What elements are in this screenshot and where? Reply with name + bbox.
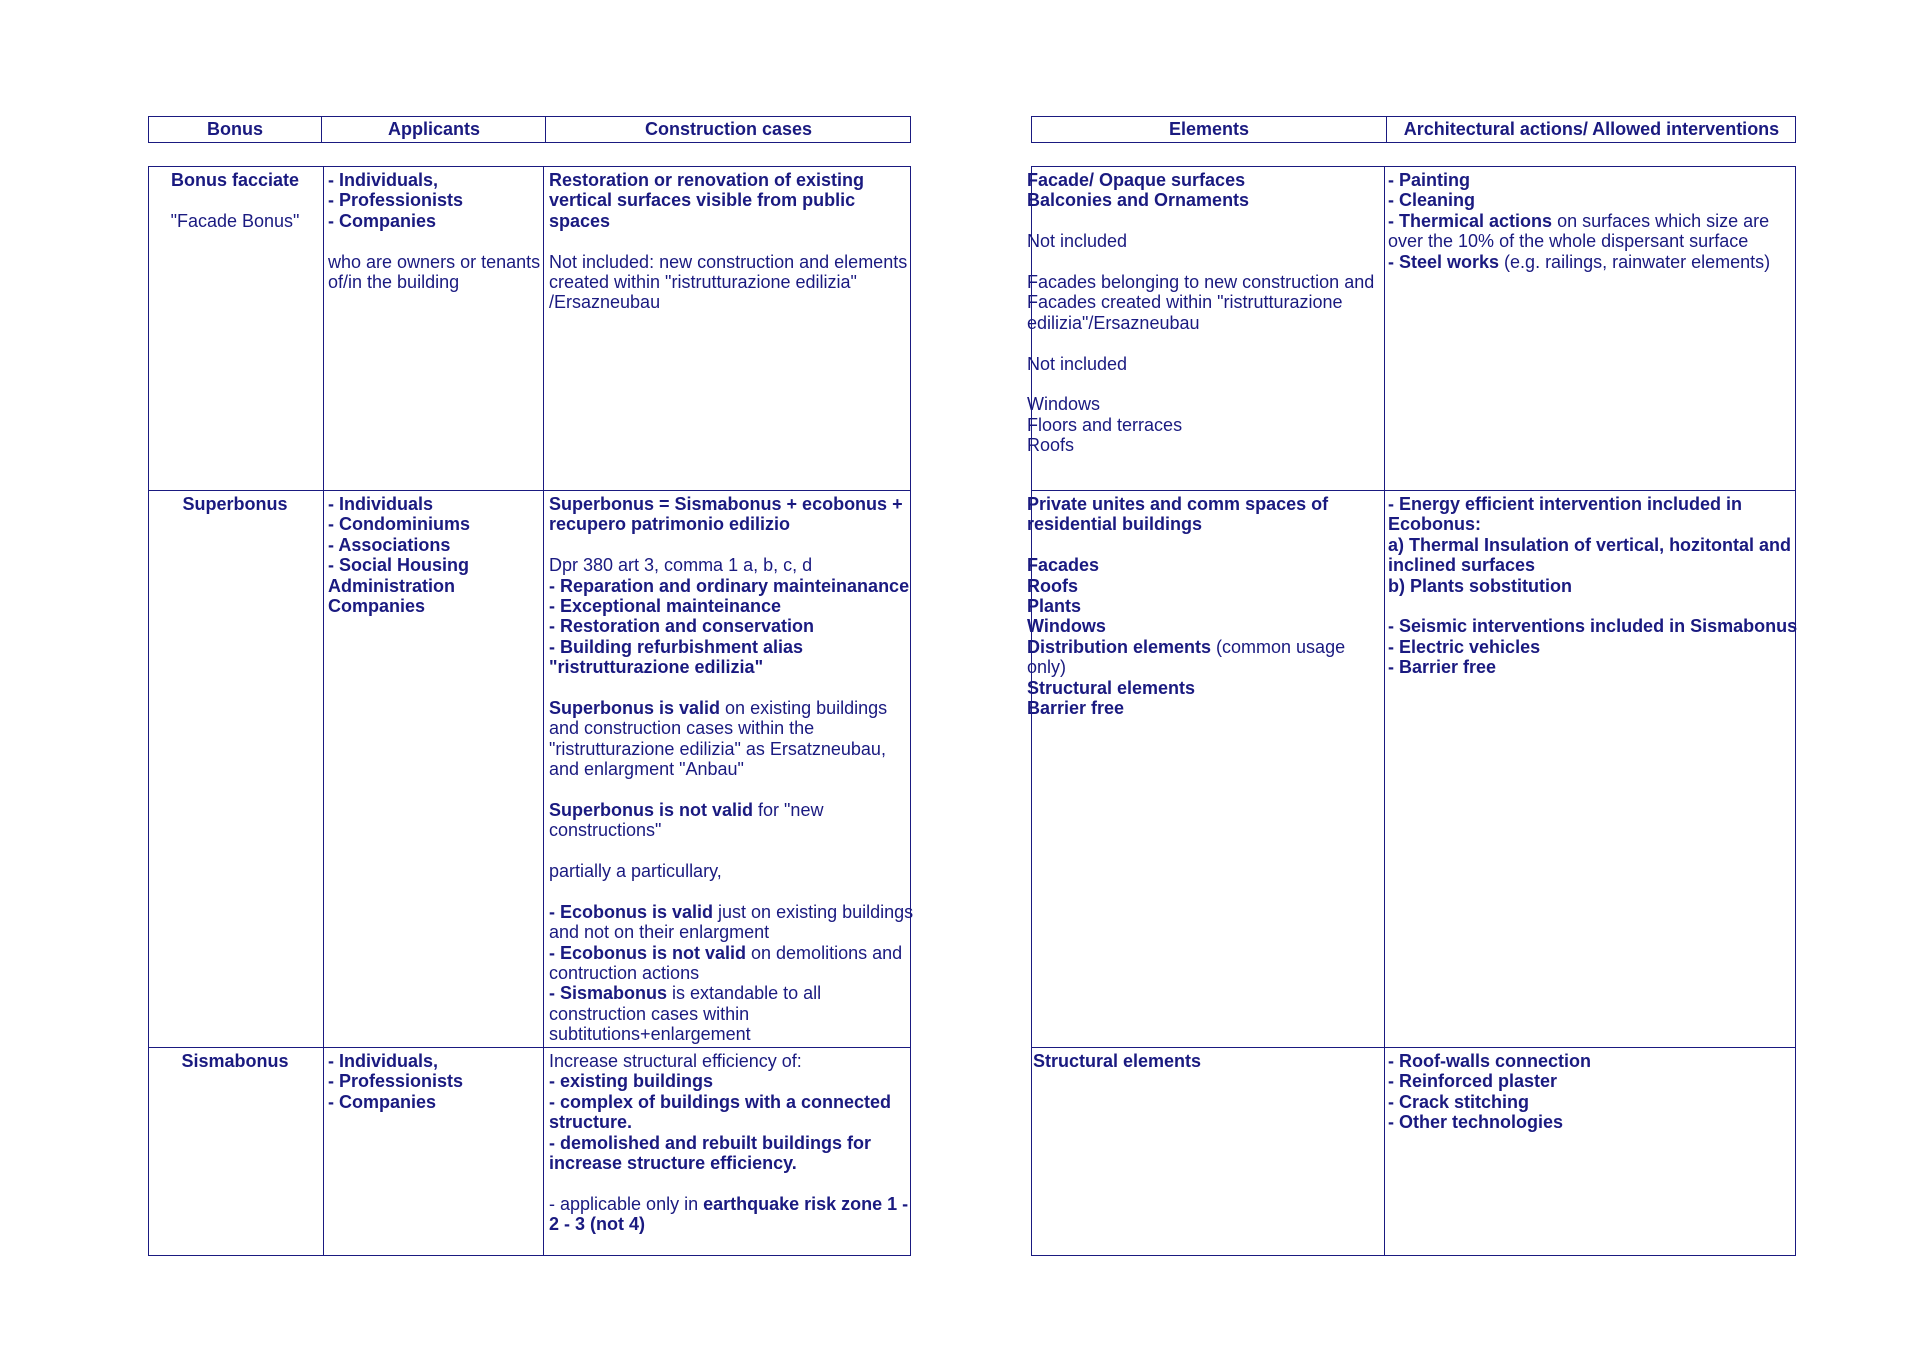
text-run: inclined surfaces (1388, 555, 1536, 576)
text-line (150, 211, 320, 231)
text-line (549, 231, 909, 251)
right-row-divider (1031, 490, 1796, 491)
text-line (549, 514, 909, 534)
text-run: Not included: new construction and elements (549, 251, 908, 272)
text-line (150, 190, 320, 210)
text-line (1388, 555, 1794, 575)
text-run: Windows (1027, 616, 1106, 637)
text-line (328, 190, 542, 210)
construction-cases-cell (549, 170, 909, 313)
text-run: - Companies (328, 1091, 437, 1112)
text-run: - Electric vehicles (1388, 636, 1541, 657)
text-run: - Ecobonus is valid (549, 901, 714, 922)
text-run: - Roof-walls connection (1388, 1051, 1592, 1071)
text-run: - Associations (328, 534, 451, 555)
text-run: - Ecobonus is not valid (549, 942, 747, 963)
text-line (1388, 252, 1794, 272)
text-run: - Sismabonus (549, 983, 668, 1004)
text-line (328, 535, 542, 555)
text-line (1388, 616, 1798, 637)
text-run: - Energy efficient intervention included in (1388, 494, 1743, 514)
text-run: "Facade Bonus" (170, 210, 300, 231)
text-run: - Reinforced plaster (1388, 1071, 1558, 1092)
header-elements: Elements (1168, 119, 1250, 139)
text-line (1027, 271, 1382, 292)
text-line (549, 1214, 909, 1234)
text-run: - demolished and rebuilt buildings for (549, 1132, 872, 1153)
applicants-cell (328, 1051, 542, 1112)
text-line (549, 616, 909, 636)
text-run: Windows (1027, 394, 1101, 415)
text-line (1033, 1051, 1382, 1071)
text-line (328, 252, 542, 272)
text-line (1388, 1092, 1794, 1112)
text-run: residential buildings (1027, 514, 1203, 535)
text-line (549, 596, 909, 616)
text-line (549, 963, 909, 983)
text-run: Facade/ Opaque surfaces (1027, 170, 1246, 190)
actions-cell (1388, 170, 1794, 272)
text-line (1388, 514, 1794, 534)
text-line (1388, 1071, 1794, 1091)
text-line (1027, 231, 1382, 252)
text-line (1027, 312, 1382, 333)
text-line (1033, 211, 1382, 231)
text-line (328, 231, 542, 251)
text-line (549, 1024, 909, 1044)
text-line (549, 759, 909, 779)
text-run: increase structure efficiency. (549, 1152, 797, 1173)
text-run: - Cleaning (1388, 190, 1476, 211)
text-run: Structural elements (1027, 677, 1196, 698)
text-line (1027, 697, 1382, 718)
text-line (1388, 231, 1794, 251)
text-line (328, 170, 542, 190)
right-col-divider (1384, 166, 1385, 1256)
text-run: - existing buildings (549, 1071, 714, 1092)
text-line (549, 881, 909, 901)
text-line (549, 1173, 909, 1193)
text-run: - Professionists (328, 1071, 464, 1092)
text-line (1027, 353, 1382, 374)
text-line (1388, 596, 1794, 616)
text-run: on demolitions and (746, 942, 903, 963)
left-col-divider (543, 166, 544, 1256)
text-run: Distribution elements (1027, 636, 1212, 657)
text-line (549, 272, 909, 292)
text-line (1033, 333, 1382, 353)
text-line (549, 841, 909, 861)
text-run: constructions" (549, 820, 662, 841)
bonus-name-cell (150, 1051, 320, 1071)
text-run: Companies (328, 595, 426, 616)
text-run: Ecobonus: (1388, 514, 1481, 535)
text-line (549, 678, 909, 698)
text-run: - Individuals (328, 494, 434, 514)
text-line (549, 1004, 909, 1024)
text-run: - Individuals, (328, 1051, 439, 1071)
text-line (549, 494, 909, 514)
text-line (549, 1133, 909, 1153)
actions-cell (1388, 494, 1798, 678)
text-run: - Steel works (1388, 251, 1500, 272)
text-run: - Individuals, (328, 170, 439, 190)
text-line (150, 1051, 320, 1071)
text-run: - Companies (328, 210, 437, 231)
construction-cases-cell (549, 1051, 909, 1235)
text-line (549, 1194, 909, 1214)
bonus-name-cell (150, 494, 320, 514)
elements-cell (1033, 1051, 1382, 1071)
text-run: of/in the building (328, 271, 460, 292)
text-line (549, 170, 909, 190)
text-run: - Seismic interventions included in Sismabonus (1388, 616, 1798, 637)
text-run: b) Plants sobstitution (1388, 575, 1572, 596)
text-line (328, 1071, 542, 1091)
text-line (328, 576, 542, 596)
text-line (1388, 170, 1794, 190)
applicants-cell (328, 170, 542, 292)
text-line (1027, 190, 1382, 211)
text-line (549, 535, 909, 555)
text-run: partially a particullary, (549, 861, 722, 882)
text-run: - Restoration and conservation (549, 616, 815, 637)
text-line (328, 1051, 542, 1071)
text-run: subtitutions+enlargement (549, 1024, 751, 1045)
text-run: and not on their enlargment (549, 922, 770, 943)
text-run: "ristrutturazione edilizia" as Ersatzneubau, (549, 738, 886, 759)
text-line (328, 211, 542, 231)
text-run: Not included (1027, 353, 1128, 374)
text-run: - Barrier free (1388, 657, 1497, 678)
text-run: Floors and terraces (1027, 414, 1183, 435)
text-run: - Painting (1388, 170, 1470, 190)
text-run: - Crack stitching (1388, 1091, 1530, 1112)
text-run: Facades belonging to new construction and (1027, 271, 1375, 292)
text-run: - Reparation and ordinary mainteinanance (549, 575, 910, 596)
text-run: - Building refurbishment alias (549, 636, 804, 657)
left-row-divider (148, 1047, 911, 1048)
text-line (1027, 514, 1382, 535)
text-line (1027, 555, 1382, 576)
text-run: who are owners or tenants (328, 251, 541, 272)
text-run: Increase structural efficiency of: (549, 1051, 802, 1071)
text-run: Not included (1027, 231, 1128, 252)
text-run: a) Thermal Insulation of vertical, hozitontal and (1388, 534, 1792, 555)
text-run: Structural elements (1033, 1051, 1202, 1071)
text-run: - Exceptional mainteinance (549, 595, 782, 616)
text-run: (common usage (1211, 636, 1346, 657)
text-line (328, 272, 542, 292)
text-line (549, 861, 909, 881)
text-line (549, 943, 909, 963)
text-line (549, 292, 909, 312)
text-run: Roofs (1027, 575, 1078, 596)
header-construction-cases: Construction cases (644, 119, 813, 139)
text-run: Facades created within "ristrutturazione (1027, 292, 1343, 313)
text-line (1388, 535, 1794, 555)
text-run: - applicable only in (549, 1193, 704, 1214)
text-line (549, 739, 909, 759)
text-run: Sismabonus (181, 1051, 289, 1071)
text-line (328, 596, 542, 616)
text-run: - Other technologies (1388, 1112, 1564, 1133)
elements-cell (1027, 170, 1382, 456)
text-run: - Social Housing (328, 555, 470, 576)
text-line (1388, 211, 1794, 231)
text-run: only) (1027, 657, 1067, 678)
left-row-divider (148, 490, 911, 491)
text-line (1027, 435, 1382, 456)
header-bonus: Bonus (207, 119, 263, 139)
text-run: Roofs (1027, 435, 1075, 456)
text-run: Administration (328, 575, 456, 596)
text-run: recupero patrimonio edilizio (549, 514, 791, 535)
text-run: /Ersazneubau (549, 292, 661, 313)
text-line (328, 1092, 542, 1112)
text-line (1388, 637, 1794, 657)
left-col-divider (323, 166, 324, 1256)
text-run: edilizia"/Ersazneubau (1027, 312, 1200, 333)
text-run: on existing buildings (720, 697, 888, 718)
text-line (1033, 535, 1382, 555)
text-run: - Condominiums (328, 514, 470, 535)
text-line (1027, 616, 1382, 637)
header-applicants: Applicants (387, 119, 480, 139)
text-line (549, 1153, 909, 1173)
text-run: Dpr 380 art 3, comma 1 a, b, c, d (549, 555, 813, 576)
text-line (150, 170, 320, 190)
text-run: Bonus facciate (170, 170, 300, 190)
text-line (1388, 494, 1794, 514)
text-run: - Thermical actions (1388, 210, 1553, 231)
text-run: vertical surfaces visible from public (549, 190, 856, 211)
text-run: is extandable to all (667, 983, 822, 1004)
text-run: Superbonus = Sismabonus + ecobonus + (549, 494, 903, 514)
text-run: Private unites and comm spaces of (1027, 494, 1329, 514)
text-run: construction cases within (549, 1003, 750, 1024)
text-line (1027, 657, 1382, 678)
text-line (328, 514, 542, 534)
text-line (150, 494, 320, 514)
text-line (1027, 494, 1382, 514)
text-run: created within "ristrutturazione edilizia" (549, 271, 857, 292)
text-line (549, 657, 909, 677)
text-line (1027, 292, 1382, 313)
text-line (1388, 1051, 1794, 1071)
text-run: just on existing buildings (713, 901, 914, 922)
text-line (549, 983, 909, 1003)
text-line (1033, 374, 1382, 394)
text-run: Barrier free (1027, 697, 1125, 718)
text-line (549, 922, 909, 942)
text-run: spaces (549, 210, 611, 231)
text-line (549, 190, 909, 210)
text-line (1388, 576, 1794, 596)
text-line (549, 637, 909, 657)
text-line (1388, 1112, 1794, 1132)
text-line (549, 718, 909, 738)
text-run: Plants (1027, 595, 1082, 616)
text-line (549, 1112, 909, 1132)
text-line (1388, 190, 1794, 210)
text-line (1027, 677, 1382, 698)
text-line (549, 576, 909, 596)
text-line (549, 211, 909, 231)
text-run: and construction cases within the (549, 718, 815, 739)
text-line (1027, 170, 1382, 190)
text-run: Facades (1027, 555, 1100, 576)
text-line (549, 1071, 909, 1091)
text-run: Superbonus (182, 494, 288, 514)
bonus-name-cell (150, 170, 320, 231)
text-run: and enlargment "Anbau" (549, 759, 744, 780)
text-line (1033, 252, 1382, 272)
text-run: for "new (753, 799, 824, 820)
text-run: Balconies and Ornaments (1027, 190, 1250, 211)
text-line (1027, 595, 1382, 616)
construction-cases-cell (549, 494, 914, 1045)
text-line (549, 800, 909, 820)
text-line (1027, 575, 1382, 596)
text-line (549, 698, 909, 718)
text-line (328, 555, 542, 575)
text-line (549, 1051, 909, 1071)
text-line (549, 820, 909, 840)
header-architectural-actions: Architectural actions/ Allowed interventions (1403, 119, 1780, 139)
actions-cell (1388, 1051, 1794, 1133)
text-line (1027, 394, 1382, 415)
text-run: over the 10% of the whole dispersant surface (1388, 231, 1749, 252)
applicants-cell (328, 494, 542, 616)
text-run: - Professionists (328, 190, 464, 211)
text-run: contruction actions (549, 962, 700, 983)
text-run: (e.g. railings, rainwater elements) (1499, 251, 1771, 272)
text-run: Restoration or renovation of existing (549, 170, 865, 190)
text-line (1027, 636, 1382, 657)
text-line (549, 252, 909, 272)
right-row-divider (1031, 1047, 1796, 1048)
text-line (549, 779, 909, 799)
elements-cell (1027, 494, 1382, 718)
text-run: structure. (549, 1112, 633, 1133)
text-line (549, 901, 914, 922)
text-line (1027, 414, 1382, 435)
text-run: Superbonus is not valid (549, 799, 754, 820)
text-line (549, 555, 909, 575)
text-line (1388, 657, 1794, 677)
text-run: - complex of buildings with a connected (549, 1091, 892, 1112)
text-run: Superbonus is valid (549, 697, 721, 718)
text-run: on surfaces which size are (1552, 210, 1770, 231)
text-run: 2 - 3 (not 4) (549, 1214, 646, 1235)
text-run: earthquake risk zone 1 - (703, 1193, 909, 1214)
text-line (549, 1092, 909, 1112)
text-run: "ristrutturazione edilizia" (549, 657, 764, 678)
text-line (328, 494, 542, 514)
